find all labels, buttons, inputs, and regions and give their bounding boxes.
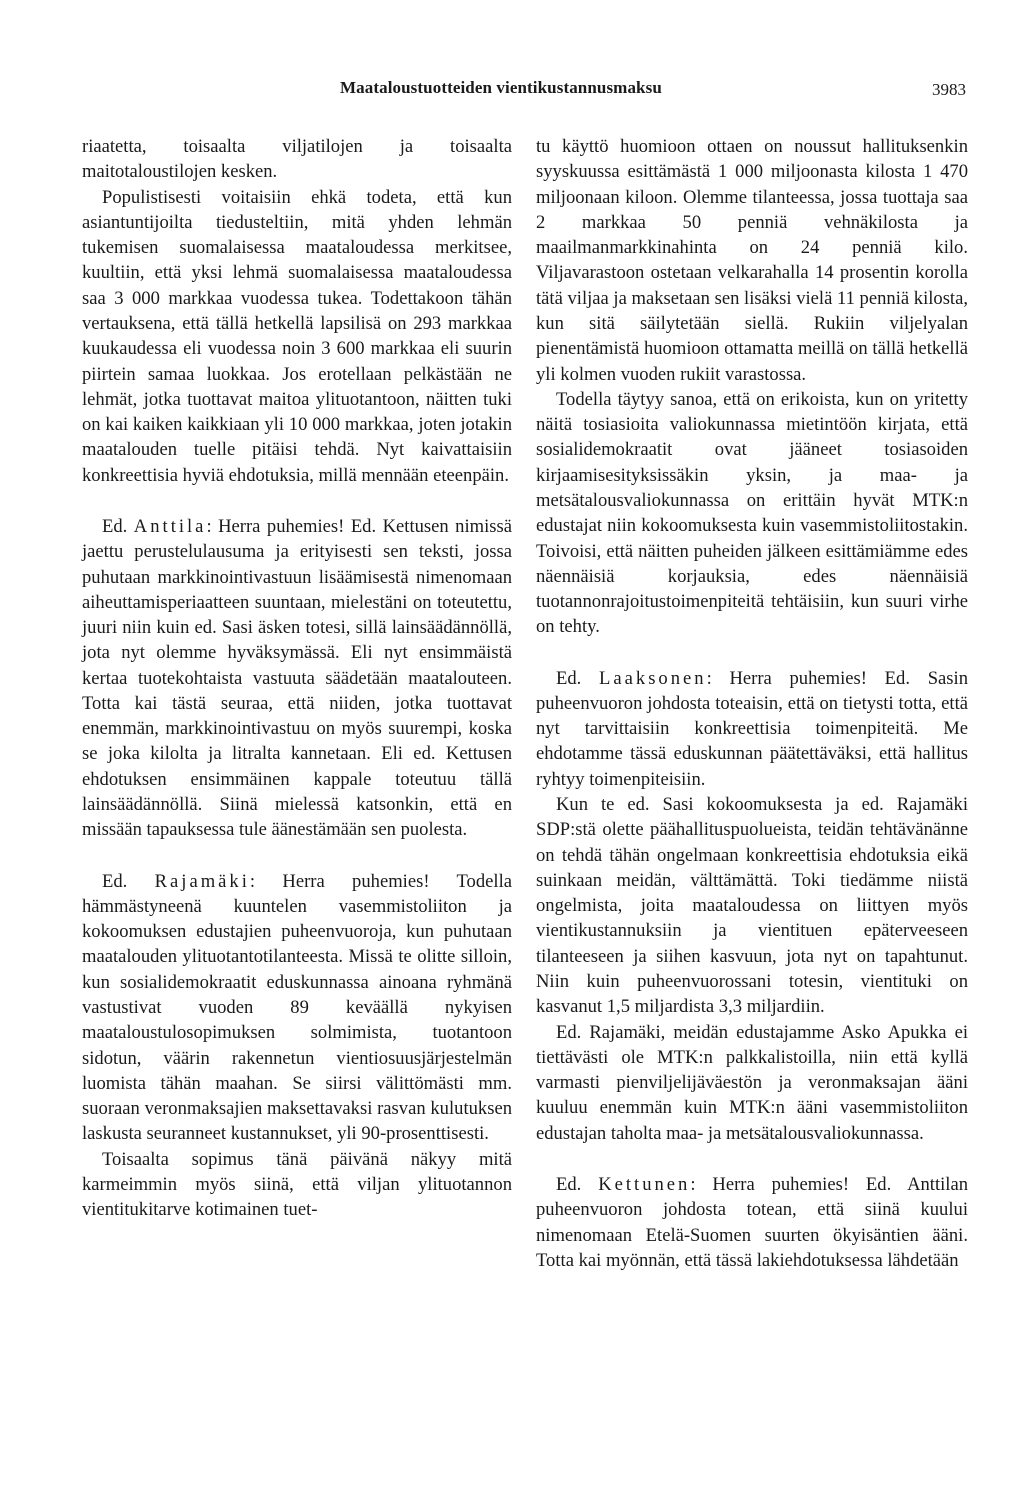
speech-anttila	[82, 514, 512, 843]
paragraph: Todella täytyy sanoa, että on erikoista, kun on yritetty näitä tosiasioita valiokunnassa mietintöön kirjata, että sosialidemokraatit ovat jääneet tosiasoiden kirjaamisesityksissäkin yksin, ja maa- ja metsätalousvaliokunnassa on erittäin hyvät MTK:n edustajat niin kokoomuksesta kuin vasemmistoliitostakin. Toivoisi, että näitten puheiden jälkeen esittämiämme edes näennäisiä korjauksia, edes näennäisiä tuotannonrajoitustoimenpiteitä tehtäisiin, kun suuri virhe on tehty.	[536, 388, 968, 638]
right-column	[536, 134, 968, 1273]
speech-text: : Herra puhemies! Ed. Anttilan puheenvuoron johdosta totean, että siinä kuului nimenomaan Etelä-Suomen suurten ökyisäntien ääni. Totta kai myönnän, että tässä lakiehdotuksessa lähdetään	[536, 1173, 969, 1271]
speech-text: : Herra puhemies! Todella hämmästyneenä kuuntelen vasemmistoliiton ja kokoomuksen edustajien puheenvuoroja, kun puhutaan maatalouden ylituotantotilanteesta. Missä te olitte silloin, kun sosialidemokraatit eduskunnassa ainoana ryhmänä vastustivat vuoden 89 keväällä nykyisen maataloustulosopimuksen solmimista, tuotantoon sidotun, väärin rakennetun vientiosuusjärjestelmän luomista tähän maahan. Se siirsi välittömästi mm. suoraan veronmaksajien maksettavaksi rasvan kulutuksen laskusta seuranneet kustannukset, yli 90-prosenttisesti.	[82, 870, 512, 1145]
speech-laaksonen	[536, 666, 968, 792]
paragraph: Ed. Rajamäki, meidän edustajamme Asko Apukka ei tiettävästi ole MTK:n palkkalistoilla, niin että kyllä varmasti pienviljelijäväestön ja veronmaksajan ääni kuuluu enemmän kuin MTK:n ääni vasemmistoliiton edustajan taholta maa- ja metsätalousvaliokunnassa.	[536, 1021, 968, 1144]
running-title: Maataloustuotteiden vientikustannusmaksu	[340, 78, 662, 97]
paragraph: Kun te ed. Sasi kokoomuksesta ja ed. Rajamäki SDP:stä olette päähallituspuolueista, teidän tehtävänänne on tehdä tähän ongelmaan konkreettisia ehdotuksia eikä suinkaan meidän, välttämättä. Toki tiedämme niistä ongelmista, joita maataloudessa on liittyen myös vientikustannuksiin ja vientituen epäterveeseen tilanteeseen ja siihen kasvuun, jota nyt on tapahtunut. Niin kuin puheenvuorossani totesin, vientituki on kasvanut 1,5 miljardista 3,3 miljardiin.	[536, 794, 968, 1018]
speech-text: : Herra puhemies! Ed. Sasin puheenvuoron johdosta toteaisin, että on tietysti totta, että nyt tarvittaisiin konkreettisia toimenpiteitä. Me ehdotamme tässä eduskunnan päätettäväksi, että hallitus ryhtyy toimenpiteisiin.	[536, 667, 968, 790]
page-number: 3983	[932, 80, 966, 99]
speech-prefix: Ed.	[556, 1173, 599, 1195]
speaker-name: Laaksonen	[599, 667, 707, 689]
paragraph: riaatetta, toisaalta viljatilojen ja toisaalta maitotaloustilojen kesken.	[82, 136, 512, 183]
speech-prefix: Ed.	[102, 515, 134, 537]
paragraph: Toisaalta sopimus tänä päivänä näkyy mitä karmeimmin myös siinä, että viljan ylituotannon vientitukitarve kotimainen tuet-	[82, 1148, 512, 1221]
speaker-name: Anttila	[133, 515, 207, 537]
paragraph: tu käyttö huomioon ottaen on noussut hallituksenkin syyskuussa esittämästä 1 000 miljoonasta kilosta 1 470 miljoonaan kiloon. Olemme tilanteessa, jossa tuottaja saa 2 markkaa 50 penniä vehnäkilosta ja maailmanmarkkinahinta on 24 penniä kilo. Viljavarastoon ostetaan velkarahalla 14 prosentin korolla tätä viljaa ja maksetaan sen lisäksi vielä 11 penniä kilosta, kun sitä säilytetään siellä. Rukiin viljelyalan pienentämistä huomioon ottamatta meillä on tällä hetkellä yli kolmen vuoden rukiit varastossa.	[536, 136, 968, 385]
speech-prefix: Ed.	[102, 870, 155, 892]
speaker-name: Rajamäki	[154, 870, 250, 892]
speech-rajamaki	[82, 869, 512, 1147]
paragraph: Populistisesti voitaisiin ehkä todeta, että kun asiantuntijoilta tiedusteltiin, mitä yhden lehmän tukemisen suomalaisessa maataloudessa merkitsee, kuultiin, että yksi lehmä suomalaisessa maataloudessa saa 3 000 markkaa vuodessa tukea. Todettakoon tähän vertauksena, että tällä hetkellä lapsilisä on 293 markkaa kuukaudessa eli vuodessa noin 3 600 markkaa eli suurin piirtein samaa luokkaa. Jos erotellaan pelkästään ne lehmät, jotka tuottavat maitoa ylituotantoon, näitten tuki on kai kaiken kaikkiaan yli 10 000 markkaa, joten jotakin maatalouden tuelle pitäisi tehdä. Nyt kaivattaisiin konkreettisia hyviä ehdotuksia, millä mennään eteenpäin.	[82, 186, 512, 486]
left-column	[82, 134, 512, 1223]
speaker-name: Kettunen	[598, 1173, 691, 1195]
speech-kettunen	[536, 1172, 968, 1273]
speech-text: : Herra puhemies! Ed. Kettusen nimissä jaettu perustelulausuma ja erityisesti sen teksti, jossa puhutaan markkinointivastuun lisäämisestä nimenomaan aiheuttamisperiaatteen suuntaan, mielestäni on toteutettu, juuri niin kuin ed. Sasi äsken totesi, sillä lainsäädännöllä, jota nyt olemme hyväksymässä. Eli nyt ensimmäistä kertaa tuotekohtaista vastuuta säädetään maatalouteen. Totta kai tästä seuraa, että niiden, jotka tuottavat enemmän, markkinointivastuu on myös suurempi, koska se joka kilolta ja litralta kannetaan. Eli ed. Kettusen ehdotuksen ensimmäinen kappale toteutuu tällä lainsäädännöllä. Siinä mielessä katsonkin, että en missään tapauksessa tule äänestämään sen puolesta.	[82, 515, 512, 841]
speech-prefix: Ed.	[556, 667, 600, 689]
